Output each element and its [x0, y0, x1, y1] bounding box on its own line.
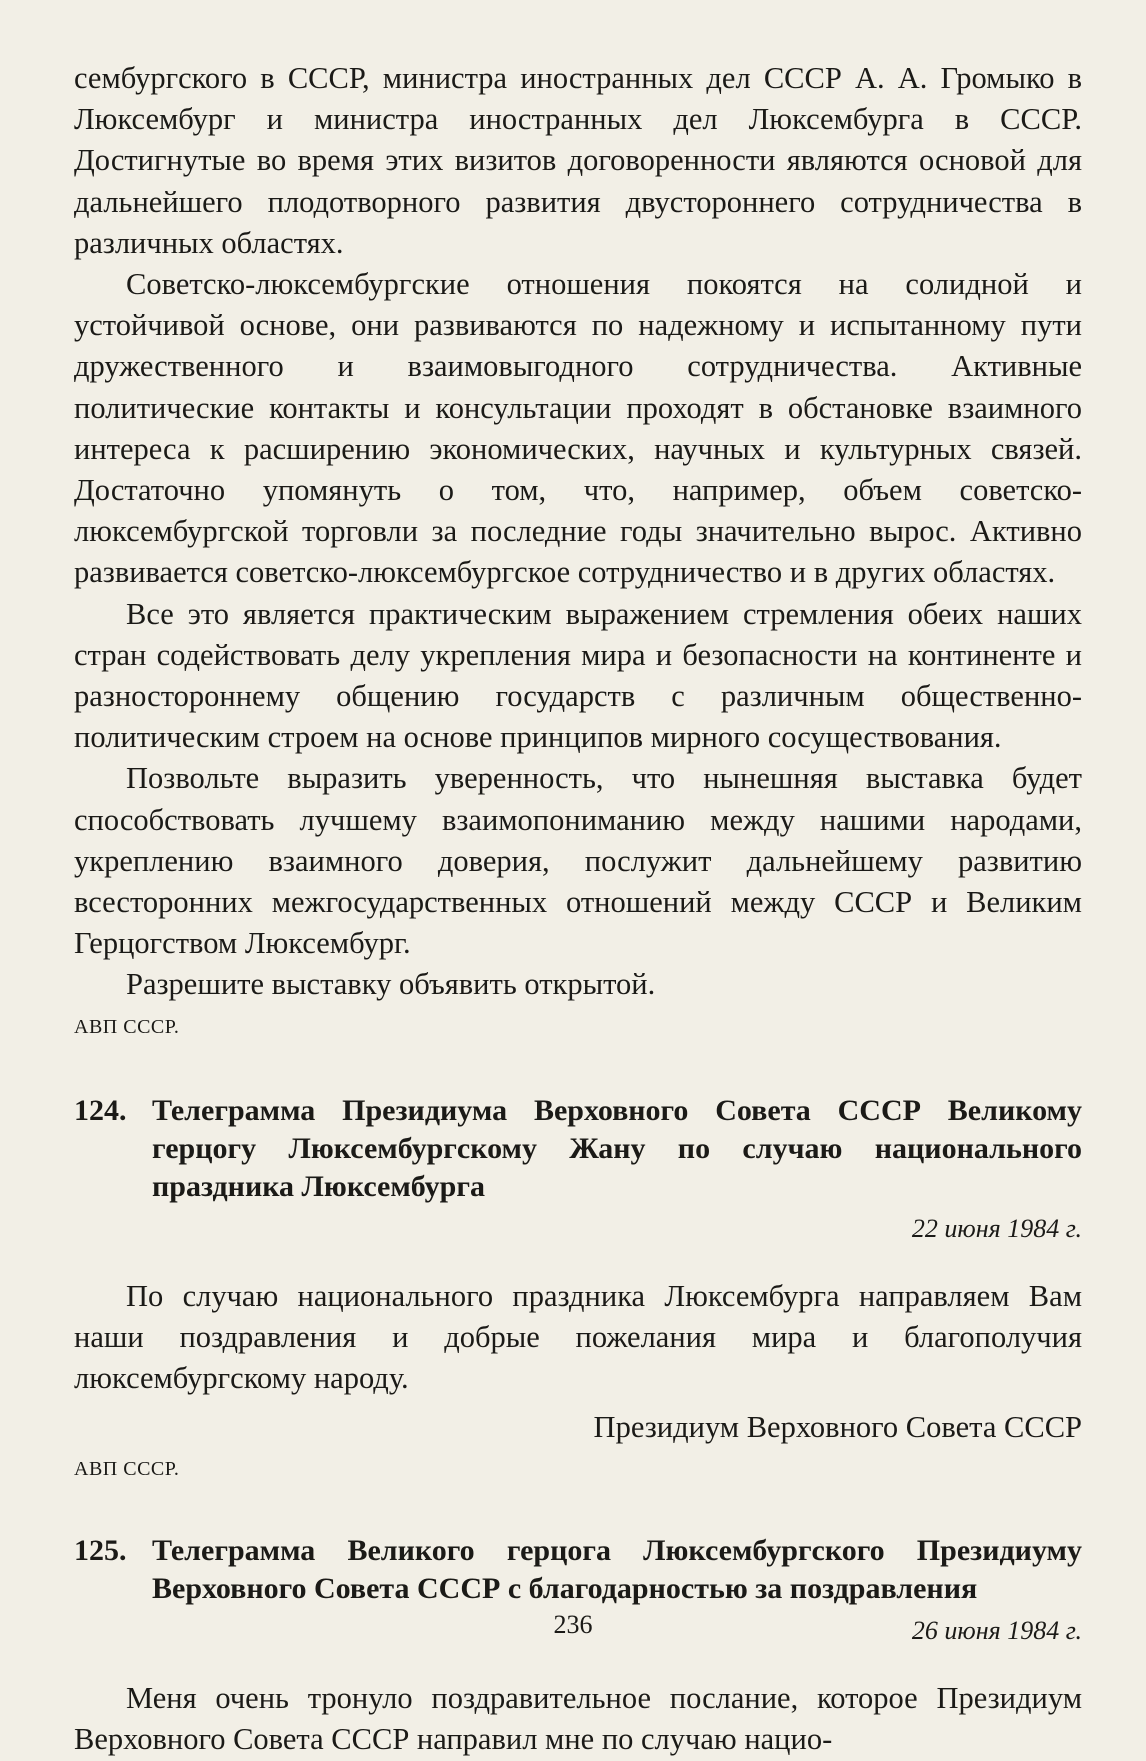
document-124-signature: Президиум Верховного Совета СССР — [593, 1410, 1082, 1445]
document-124-title: Телеграмма Президиума Верховного Совета СССР Великому герцогу Люксембургскому Жану по случаю национального праздника Люксембурга — [152, 1093, 1082, 1203]
paragraph-exhibition-opening: Разрешите выставку объявить открытой. — [126, 967, 656, 1002]
document-125-heading — [74, 1532, 1082, 1608]
document-125-title: Телеграмма Великого герцога Люксембургского Президиуму Верховного Совета СССР с благодарностью за поздравления — [152, 1534, 1082, 1606]
paragraph-confidence: Позвольте выразить уверенность, что нынешняя выставка будет способствовать лучшему взаимопониманию между нашими народами, укреплению взаимного доверия, послужит дальнейшему развитию всесторонних межгосударственных отношений между СССР и Великим Герцогством Люксембург. — [74, 761, 1082, 961]
page-content — [74, 58, 1082, 1761]
source-note: АВП СССР. — [74, 1015, 180, 1038]
document-124-heading — [74, 1092, 1082, 1206]
document-125-body: Меня очень тронуло поздравительное послание, которое Президиум Верховного Совета СССР направил мне по случаю нацио- — [74, 1681, 1082, 1757]
document-125-date: 26 июня 1984 г. — [911, 1616, 1082, 1646]
document-124-number: 124. — [74, 1093, 127, 1127]
paragraph-relations: Советско-люксембургские отношения покоятся на солидной и устойчивой основе, они развиваются по надежному и испытанному пути дружественного и взаимовыгодного сотрудничества. Активные политические контакты и консультации проходят в обстановке взаимного интереса к расширению экономических, научных и культурных связей. Достаточно упомянуть о том, что, например, объем советско-люксембургской торговли за последние годы значительно вырос. Активно развивается советско-люксембургское сотрудничество и в других областях. — [74, 267, 1082, 590]
paragraph-cooperation: Все это является практическим выражением стремления обеих наших стран содействовать делу укрепления мира и безопасности на континенте и разностороннему общению государств с различным общественно-политическим строем на основе принципов мирного сосуществования. — [74, 596, 1082, 755]
paragraph-continuation: сембургского в СССР, министра иностранных дел СССР А. А. Громыко в Люксембург и министра иностранных дел Люксембурга в СССР. Достигнутые во время этих визитов договоренности являются основой для дальнейшего плодотворного развития двустороннего сотрудничества в различных областях. — [74, 61, 1082, 260]
document-124-date: 22 июня 1984 г. — [911, 1213, 1082, 1243]
document-124-body: По случаю национального праздника Люксембурга направляем Вам наши поздравления и добрые пожелания мира и благополучия люксембургскому народу. — [74, 1278, 1082, 1396]
document-124-source: АВП СССР. — [74, 1458, 180, 1481]
page-number: 236 — [553, 1610, 593, 1639]
document-125-number: 125. — [74, 1534, 127, 1568]
